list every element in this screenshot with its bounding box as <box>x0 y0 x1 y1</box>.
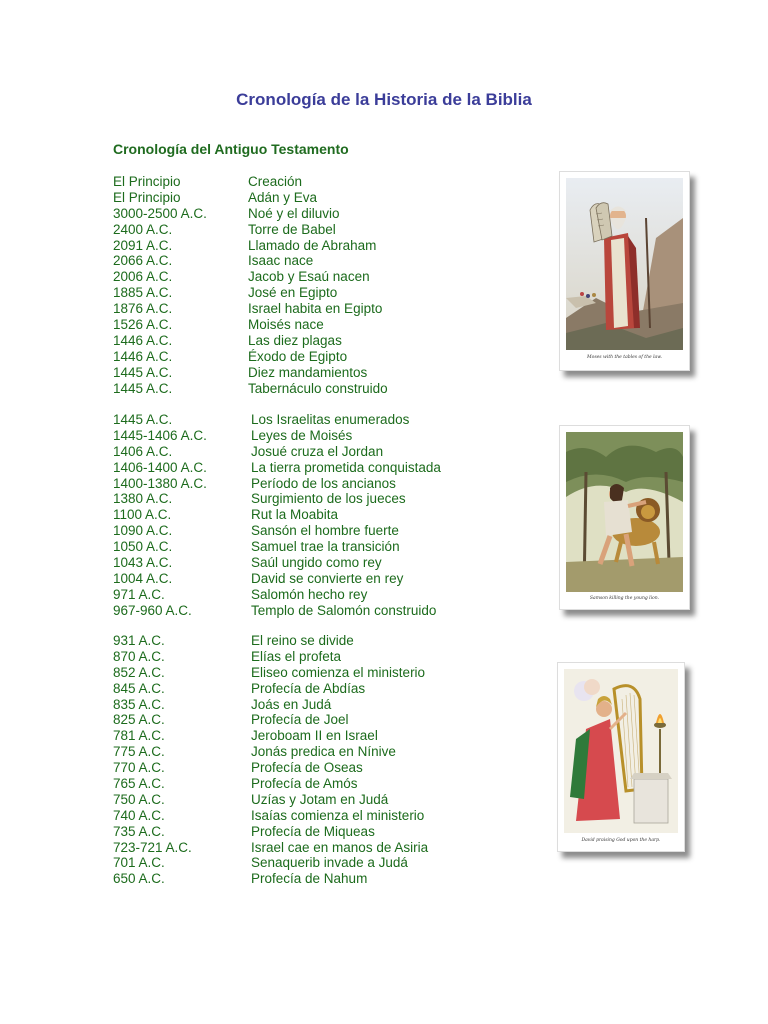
entry-event: Llamado de Abraham <box>248 237 377 253</box>
entry-date: 1400-1380 A.C. <box>113 475 207 491</box>
entry-event: Rut la Moabita <box>251 507 339 523</box>
entry-date: 1043 A.C. <box>113 555 173 571</box>
timeline-block-1 <box>113 174 388 396</box>
entry-event: José en Egipto <box>248 285 338 301</box>
timeline-entry <box>113 206 388 222</box>
entry-date: 1445 A.C. <box>113 412 173 427</box>
timeline-block-3 <box>113 633 428 887</box>
entry-date: 723-721 A.C. <box>113 839 192 855</box>
timeline-entry <box>113 190 388 206</box>
timeline-entry <box>113 712 428 728</box>
entry-event: Éxodo de Egipto <box>248 348 348 364</box>
timeline-entry <box>113 681 428 697</box>
entry-date: 971 A.C. <box>113 586 165 602</box>
entry-date: 1526 A.C. <box>113 317 173 333</box>
timeline-entry <box>113 428 441 444</box>
timeline-entry <box>113 507 441 523</box>
entry-event: Creación <box>248 174 303 189</box>
timeline-entry <box>113 365 388 381</box>
entry-event: Jonás predica en Nínive <box>251 744 396 760</box>
entry-date: 2400 A.C. <box>113 221 173 237</box>
entry-event: Isaías comienza el ministerio <box>251 807 425 823</box>
picture-caption: David praising God upon the harp. <box>581 838 661 843</box>
entry-event: Josué cruza el Jordan <box>251 443 384 459</box>
entry-event: Jacob y Esaú nacen <box>248 269 370 285</box>
entry-event: Leyes de Moisés <box>251 427 353 443</box>
timeline-entry <box>113 491 441 507</box>
entry-date: 931 A.C. <box>113 633 165 648</box>
entry-date: 1445-1406 A.C. <box>113 427 207 443</box>
entry-event: Diez mandamientos <box>248 364 368 380</box>
entry-event: Joás en Judá <box>251 696 332 712</box>
entry-event: Eliseo comienza el ministerio <box>251 664 426 680</box>
entry-event: Profecía de Abdías <box>251 680 366 696</box>
entry-date: 770 A.C. <box>113 760 165 776</box>
entry-event: Israel cae en manos de Asiria <box>251 839 429 855</box>
entry-event: Tabernáculo construido <box>248 380 388 396</box>
timeline-entry <box>113 633 428 649</box>
timeline-entry <box>113 824 428 840</box>
entry-date: 2066 A.C. <box>113 253 173 269</box>
timeline-entry <box>113 539 441 555</box>
timeline-entry <box>113 301 388 317</box>
timeline-entry <box>113 476 441 492</box>
timeline-entry <box>113 855 428 871</box>
entry-event: Samuel trae la transición <box>251 539 400 555</box>
entry-event: Las diez plagas <box>248 332 342 348</box>
timeline-entry <box>113 871 428 887</box>
entry-date: 835 A.C. <box>113 696 165 712</box>
samson-picture <box>559 425 690 610</box>
entry-date: 1445 A.C. <box>113 364 173 380</box>
timeline-entry <box>113 222 388 238</box>
timeline-entry <box>113 253 388 269</box>
entry-event: Torre de Babel <box>248 221 336 237</box>
entry-date: 1100 A.C. <box>113 507 172 523</box>
entry-date: 775 A.C. <box>113 744 165 760</box>
entry-event: Salomón hecho rey <box>251 586 368 602</box>
entry-date: 1445 A.C. <box>113 380 173 396</box>
entry-event: David se convierte en rey <box>251 570 404 586</box>
entry-event: Saúl ungido como rey <box>251 555 382 571</box>
page-title: Cronología de la Historia de la Biblia <box>236 90 532 109</box>
entry-date: 3000-2500 A.C. <box>113 205 207 221</box>
entry-date: 1885 A.C. <box>113 285 173 301</box>
entry-event: Profecía de Miqueas <box>251 823 375 839</box>
entry-event: Profecía de Joel <box>251 712 349 728</box>
entry-date: 1876 A.C. <box>113 301 173 317</box>
david-harp-illustration <box>564 669 678 833</box>
entry-event: Profecía de Oseas <box>251 760 363 776</box>
entry-event: Los Israelitas enumerados <box>251 412 410 427</box>
entry-date: 650 A.C. <box>113 871 165 887</box>
timeline-entry <box>113 238 388 254</box>
david-picture <box>557 662 685 852</box>
entry-date: 852 A.C. <box>113 664 165 680</box>
entry-event: Isaac nace <box>248 253 314 269</box>
entry-event: Profecía de Nahum <box>251 871 368 887</box>
entry-date: 967-960 A.C. <box>113 602 192 618</box>
timeline-entry <box>113 269 388 285</box>
timeline-entry <box>113 523 441 539</box>
timeline-entry <box>113 444 441 460</box>
entry-date: El Principio <box>113 189 181 205</box>
entry-event: Elías el profeta <box>251 648 342 664</box>
entry-date: 845 A.C. <box>113 680 165 696</box>
timeline-entry <box>113 571 441 587</box>
picture-caption: Samson killing the young lion. <box>589 596 660 601</box>
timeline-entry <box>113 776 428 792</box>
entry-date: 1446 A.C. <box>113 332 173 348</box>
timeline-entry <box>113 587 441 603</box>
entry-date: 825 A.C. <box>113 712 165 728</box>
entry-date: 1446 A.C. <box>113 348 173 364</box>
entry-date: El Principio <box>113 174 181 189</box>
timeline-entry <box>113 728 428 744</box>
timeline-entry <box>113 381 388 397</box>
entry-date: 2006 A.C. <box>113 269 173 285</box>
entry-event: Surgimiento de los jueces <box>251 491 406 507</box>
entry-event: Israel habita en Egipto <box>248 301 383 317</box>
entry-date: 1406-1400 A.C. <box>113 459 207 475</box>
timeline-entry <box>113 333 388 349</box>
entry-date: 870 A.C. <box>113 648 165 664</box>
picture-caption: Moses with the tables of the law. <box>587 355 662 360</box>
entry-event: Uzías y Jotam en Judá <box>251 791 389 807</box>
timeline-entry <box>113 317 388 333</box>
entry-date: 701 A.C. <box>113 855 165 871</box>
timeline-entry <box>113 697 428 713</box>
entry-date: 2091 A.C. <box>113 237 173 253</box>
entry-event: Adán y Eva <box>248 189 318 205</box>
entry-event: La tierra prometida conquistada <box>251 459 441 475</box>
entry-date: 750 A.C. <box>113 791 165 807</box>
moses-picture <box>559 171 690 371</box>
timeline-entry <box>113 760 428 776</box>
entry-date: 1090 A.C. <box>113 523 173 539</box>
timeline-entry <box>113 349 388 365</box>
entry-event: Sansón el hombre fuerte <box>251 523 399 539</box>
entry-event: Templo de Salomón construido <box>251 602 437 618</box>
entry-date: 1406 A.C. <box>113 443 173 459</box>
moses-tablets-illustration <box>566 178 683 350</box>
timeline-entry <box>113 412 441 428</box>
timeline-entry <box>113 603 441 619</box>
entry-date: 740 A.C. <box>113 807 165 823</box>
timeline-entry <box>113 840 428 856</box>
timeline-entry <box>113 744 428 760</box>
entry-date: 735 A.C. <box>113 823 165 839</box>
entry-event: Noé y el diluvio <box>248 205 340 221</box>
timeline-entry <box>113 665 428 681</box>
timeline-block-2 <box>113 412 441 619</box>
timeline-entry <box>113 808 428 824</box>
section-heading: Cronología del Antiguo Testamento <box>113 141 349 157</box>
timeline-entry <box>113 555 441 571</box>
timeline-entry <box>113 460 441 476</box>
timeline-entry <box>113 174 388 190</box>
timeline-entry <box>113 649 428 665</box>
entry-date: 765 A.C. <box>113 776 165 792</box>
entry-date: 1004 A.C. <box>113 570 173 586</box>
entry-event: Moisés nace <box>248 317 324 333</box>
entry-event: Período de los ancianos <box>251 475 396 491</box>
timeline-entry <box>113 285 388 301</box>
entry-event: Jeroboam II en Israel <box>251 728 378 744</box>
entry-event: El reino se divide <box>251 633 354 648</box>
samson-lion-illustration <box>566 432 683 592</box>
timeline-entry <box>113 792 428 808</box>
entry-date: 781 A.C. <box>113 728 165 744</box>
entry-event: Senaquerib invade a Judá <box>251 855 408 871</box>
entry-date: 1380 A.C. <box>113 491 173 507</box>
entry-date: 1050 A.C. <box>113 539 173 555</box>
entry-event: Profecía de Amós <box>251 776 358 792</box>
